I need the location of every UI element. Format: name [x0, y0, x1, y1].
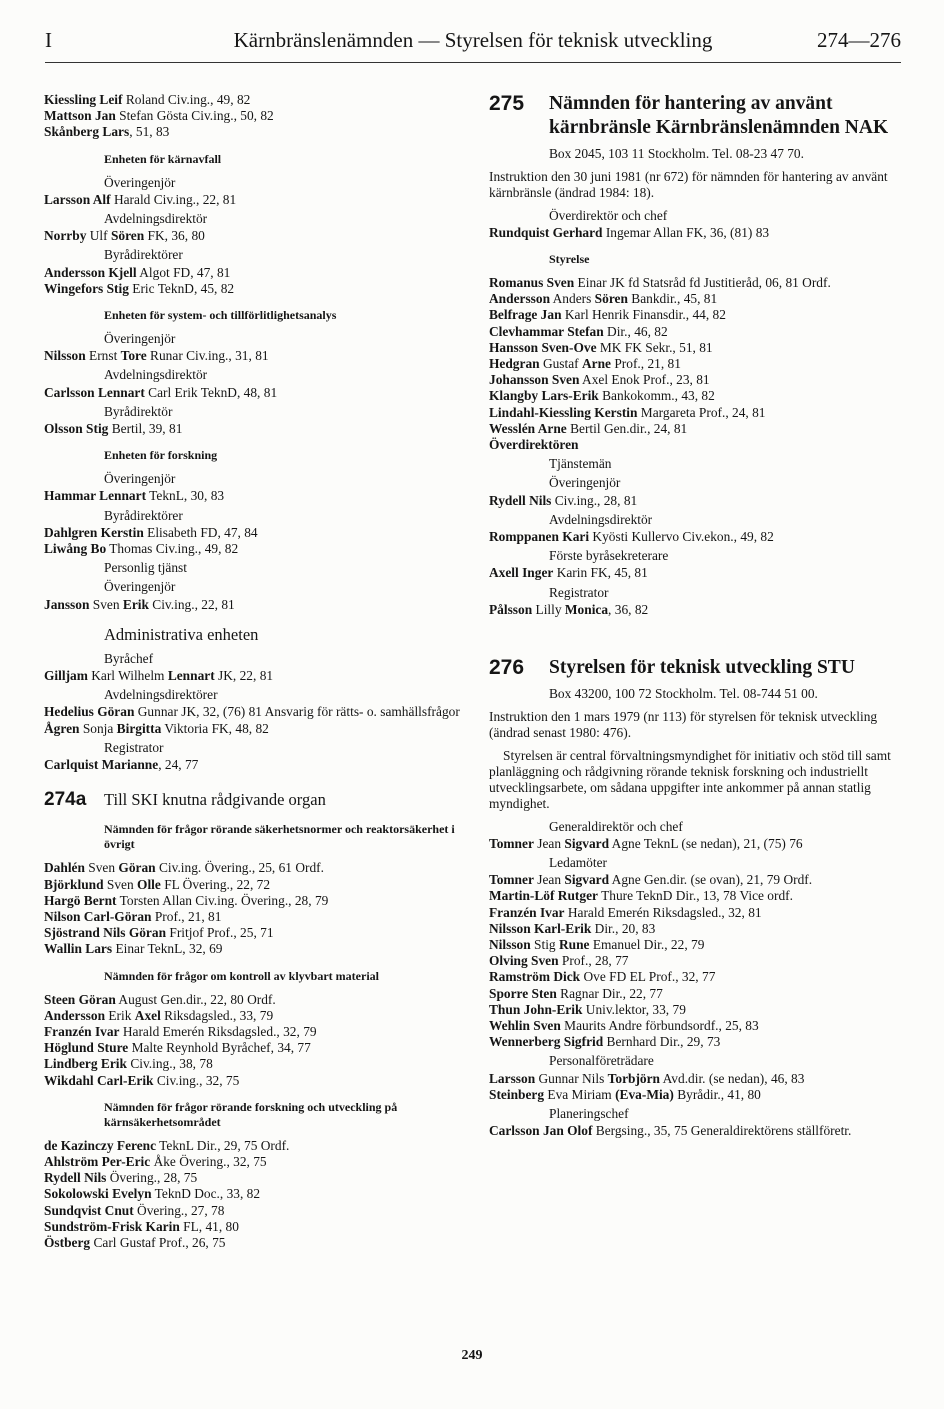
entry-surname: de Kazinczy Ferenc [44, 1137, 157, 1153]
entry-surname: Larsson [489, 1070, 536, 1086]
entry: Lindahl-Kiessling Kerstin Margareta Prof., 24, 81 [489, 404, 766, 420]
entry-surname: Wesslén Arne [489, 420, 567, 436]
entry-surname: Nilson Carl-Göran [44, 908, 152, 924]
entry-surname: Belfrage Jan [489, 307, 562, 323]
section-spacer [489, 618, 903, 656]
section-heading [489, 656, 903, 680]
entry-surname: Romppanen Kari [489, 529, 590, 545]
entry: Nilsson Stig Rune Emanuel Dir., 22, 79 [489, 936, 705, 952]
entry-calling-name: Sören [594, 291, 628, 307]
entry: Andersson Kjell Algot FD, 47, 81 [44, 264, 231, 280]
entry-surname: Steinberg [489, 1086, 545, 1102]
entry: Hedelius Göran Gunnar JK, 32, (76) 81 Ansvarig för rätts- o. samhällsfrågor [44, 704, 460, 720]
header-section-range: 274—276 [817, 28, 901, 52]
role-title: Överingenjör [549, 475, 621, 491]
entry-surname: Steen Göran [44, 991, 116, 1007]
entry-surname: Wennerberg Sigfrid [489, 1034, 604, 1050]
entry-surname: Ramström Dick [489, 969, 581, 985]
entry: Wennerberg Sigfrid Bernhard Dir., 29, 73 [489, 1034, 721, 1050]
section-title: Till SKI knutna rådgivande organ [104, 790, 326, 810]
unit-heading: Enheten för system- och tillförlitlighetsanalys [104, 308, 337, 323]
entry-surname: Sundqvist Cnut [44, 1202, 134, 1218]
entry-calling-name: Erik [122, 596, 149, 612]
entry-surname: Ahlström Per-Eric [44, 1153, 151, 1169]
header-title: Kärnbränslenämnden — Styrelsen för teknisk utveckling [233, 28, 713, 52]
role-title: Byrådirektörer [104, 507, 183, 523]
entry: Sjöstrand Nils Göran Fritjof Prof., 25, 71 [44, 925, 274, 941]
entry: Sporre Sten Ragnar Dir., 22, 77 [489, 985, 663, 1001]
role-title: Överdirektör och chef [549, 207, 668, 223]
role-title: Överingenjör [104, 471, 176, 487]
entry-surname: Carlquist Marianne [44, 757, 159, 773]
entry-surname: Olving Sven [489, 953, 559, 969]
entry: Thun John-Erik Univ.lektor, 33, 79 [489, 1001, 686, 1017]
entry-surname: Sjöstrand Nils Göran [44, 925, 167, 941]
entry-calling-name: Rune [558, 936, 590, 952]
entry-calling-name: Göran [118, 860, 156, 876]
entry-surname: Tomner [489, 835, 534, 851]
entry-surname: Andersson [44, 1007, 106, 1023]
role-title: Överingenjör [104, 331, 176, 347]
header-part-number: I [45, 28, 52, 52]
entry: Nilsson Karl-Erik Dir., 20, 83 [489, 920, 656, 936]
entry: Rundquist Gerhard Ingemar Allan FK, 36, (81) 83 [489, 224, 770, 240]
role-title: Byrådirektör [104, 403, 173, 419]
section-heading [44, 789, 466, 811]
entry: Jansson Sven Erik Civ.ing., 22, 81 [44, 596, 235, 612]
entry-surname: Mattson Jan [44, 108, 116, 124]
role-title: Byrådirektörer [104, 247, 183, 263]
entry-surname: Hammar Lennart [44, 488, 147, 504]
entry: Belfrage Jan Karl Henrik Finansdir., 44, 82 [489, 307, 726, 323]
entry-surname: Höglund Sture [44, 1040, 129, 1056]
entry: Tomner Jean Sigvard Agne Gen.dir. (se ovan), 21, 79 Ordf. [489, 872, 813, 888]
entry: Martin-Löf Rutger Thure TeknD Dir., 13, 78 Vice ordf. [489, 888, 793, 904]
entry-surname: Wallin Lars [44, 941, 113, 957]
entry-surname: Dahlgren Kerstin [44, 524, 144, 540]
section-number: 274a [44, 789, 87, 811]
unit-heading: Nämnden för frågor om kontroll av klyvbart material [104, 968, 379, 983]
entry-surname: Sundström-Frisk Karin [44, 1218, 180, 1234]
entry: Olsson Stig Bertil, 39, 81 [44, 421, 183, 437]
entry-surname: Överdirektören [489, 437, 579, 453]
role-title: Personalföreträdare [549, 1053, 654, 1069]
entry: Nilson Carl-Göran Prof., 21, 81 [44, 908, 222, 924]
entry: Wesslén Arne Bertil Gen.dir., 24, 81 [489, 420, 688, 436]
role-title: Avdelningsdirektör [104, 367, 208, 383]
entry-calling-name: Lennart [167, 668, 215, 684]
entry: Ågren Sonja Birgitta Viktoria FK, 48, 82 [44, 720, 269, 736]
entry: Östberg Carl Gustaf Prof., 26, 75 [44, 1234, 226, 1250]
entry-surname: Östberg [44, 1234, 91, 1250]
entry: Wehlin Sven Maurits Andre förbundsordf., 25, 83 [489, 1017, 759, 1033]
role-title: Överingenjör [104, 174, 176, 190]
instruction-paragraph: Instruktion den 30 juni 1981 (nr 672) för nämnden för hantering av använt kärnbränsle (ändrad 1984: 18). [489, 169, 888, 201]
entry-surname: Hedelius Göran [44, 704, 135, 720]
entry-surname: Kiessling Leif [44, 92, 123, 107]
entry-calling-name: Sigvard [564, 835, 610, 851]
entry: Hedgran Gustaf Arne Prof., 21, 81 [489, 356, 681, 372]
entry: Romanus Sven Einar JK fd Statsråd fd Justitieråd, 06, 81 Ordf. [489, 275, 831, 291]
section-title: Styrelsen för teknisk utveckling STU [549, 657, 855, 679]
page-number: 249 [461, 1348, 483, 1363]
entry: Nilsson Ernst Tore Runar Civ.ing., 31, 81 [44, 348, 269, 364]
role-title: Personlig tjänst [104, 560, 187, 576]
entry-calling-name: (Eva-Mia) [615, 1086, 674, 1102]
entry: Axell Inger Karin FK, 45, 81 [489, 565, 648, 581]
entry: Steinberg Eva Miriam (Eva-Mia) Byrådir., 41, 80 [489, 1086, 761, 1102]
entry-surname: Rydell Nils [44, 1170, 107, 1186]
entry-surname: Olsson Stig [44, 421, 109, 437]
entry: Sundström-Frisk Karin FL, 41, 80 [44, 1218, 239, 1234]
entry-surname: Andersson Kjell [44, 264, 137, 280]
entry-surname: Thun John-Erik [489, 1001, 583, 1017]
entry: Tomner Jean Sigvard Agne TeknL (se nedan), 21, (75) 76 [489, 835, 803, 851]
entry-surname: Sporre Sten [489, 985, 557, 1001]
entry: Skånberg Lars, 51, 83 [44, 124, 170, 140]
unit-heading: Nämnden för frågor rörande säkerhetsnormer och reaktorsäkerhet i övrigt [104, 822, 455, 852]
entry-surname: Romanus Sven [489, 275, 575, 291]
entry: Larsson Gunnar Nils Torbjörn Avd.dir. (se nedan), 46, 83 [489, 1070, 805, 1086]
entry-surname: Wikdahl Carl-Erik [44, 1072, 154, 1088]
entry-surname: Andersson [489, 291, 551, 307]
entry: Rydell Nils Civ.ing., 28, 81 [489, 492, 638, 508]
entry: Sundqvist Cnut Övering., 27, 78 [44, 1202, 225, 1218]
instruction-paragraph: Instruktion den 1 mars 1979 (nr 113) för styrelsen för teknisk utveckling (ändrad senast 1980: 476). [489, 709, 878, 741]
entry: Dahlén Sven Göran Civ.ing. Övering., 25, 61 Ordf. [44, 860, 324, 876]
unit-heading: Nämnden för frågor rörande forskning och utveckling på kärnsäkerhetsområdet [104, 1099, 398, 1129]
left-column [44, 92, 466, 1251]
entry: de Kazinczy Ferenc TeknL Dir., 29, 75 Ordf. [44, 1137, 290, 1153]
entry: Andersson Erik Axel Riksdagsled., 33, 79 [44, 1007, 274, 1023]
role-title: Planeringschef [549, 1105, 629, 1121]
entry [489, 437, 903, 453]
entry: Rydell Nils Övering., 28, 75 [44, 1170, 198, 1186]
entry: Mattson Jan Stefan Gösta Civ.ing., 50, 82 [44, 108, 274, 124]
role-title: Ledamöter [549, 854, 607, 870]
entry-surname: Norrby [44, 228, 87, 244]
entry-calling-name: Axel [134, 1007, 161, 1023]
entry-calling-name: Sigvard [564, 872, 610, 888]
entry: Pålsson Lilly Monica, 36, 82 [489, 601, 649, 617]
entry: Gilljam Karl Wilhelm Lennart JK, 22, 81 [44, 668, 274, 684]
unit-heading: Styrelse [549, 252, 590, 267]
entry-calling-name: Olle [137, 876, 161, 892]
entry-calling-name: Torbjörn [607, 1070, 661, 1086]
entry: Andersson Anders Sören Bankdir., 45, 81 [489, 291, 718, 307]
role-title: Registrator [104, 739, 164, 755]
unit-heading: Enheten för forskning [104, 448, 218, 463]
entry-surname: Rundquist Gerhard [489, 224, 603, 240]
entry: Sokolowski Evelyn TeknD Doc., 33, 82 [44, 1186, 261, 1202]
entry-surname: Skånberg Lars [44, 124, 130, 140]
role-title: Registrator [549, 584, 609, 600]
right-column [489, 92, 903, 1139]
section-title: Nämnden för hantering av använt kärnbränsle Kärnbränslenämnden NAK [549, 93, 889, 138]
entry: Clevhammar Stefan Dir., 46, 82 [489, 323, 668, 339]
entry-surname: Wingefors Stig [44, 280, 129, 296]
entry: Lindberg Erik Civ.ing., 38, 78 [44, 1056, 213, 1072]
entry-surname: Björklund [44, 876, 104, 892]
entry-calling-name: Monica [564, 601, 609, 617]
role-title: Generaldirektör och chef [549, 818, 683, 834]
section-heading [489, 92, 903, 140]
entry: Olving Sven Prof., 28, 77 [489, 953, 629, 969]
entry-surname: Pålsson [489, 601, 533, 617]
role-title: Byråchef [104, 650, 154, 666]
entry-surname: Lindahl-Kiessling Kerstin [489, 404, 638, 420]
entry: Höglund Sture Malte Reynhold Byråchef, 34, 77 [44, 1040, 311, 1056]
entry-surname: Johansson Sven [489, 372, 580, 388]
entry-surname: Larsson Alf [44, 191, 111, 207]
entry: Norrby Ulf Sören FK, 36, 80 [44, 228, 205, 244]
entry-surname: Tomner [489, 872, 534, 888]
entry: Johansson Sven Axel Enok Prof., 23, 81 [489, 372, 710, 388]
entry: Larsson Alf Harald Civ.ing., 22, 81 [44, 191, 237, 207]
entry-surname: Carlsson Lennart [44, 384, 145, 400]
entry-surname: Axell Inger [489, 565, 554, 581]
entry-surname: Nilsson [489, 936, 531, 952]
entry-surname: Carlsson Jan Olof [489, 1123, 593, 1139]
address-line: Box 43200, 100 72 Stockholm. Tel. 08-744 51 00. [549, 686, 818, 702]
entry-surname: Franzén Ivar [44, 1023, 120, 1039]
entry: Carlsson Jan Olof Bergsing., 35, 75 Generaldirektörens ställföretr. [489, 1123, 852, 1139]
unit-heading: Enheten för kärnavfall [104, 151, 222, 166]
entry: Carlsson Lennart Carl Erik TeknD, 48, 81 [44, 384, 278, 400]
role-title: Överingenjör [104, 579, 176, 595]
entry-surname: Wehlin Sven [489, 1017, 561, 1033]
entry-surname: Ågren [44, 720, 80, 736]
address-line: Box 2045, 103 11 Stockholm. Tel. 08-23 47 70. [549, 146, 804, 161]
entry: Hammar Lennart TeknL, 30, 83 [44, 488, 225, 504]
entry-surname: Franzén Ivar [489, 904, 565, 920]
entry-surname: Nilsson [44, 348, 86, 364]
entry-surname: Clevhammar Stefan [489, 323, 604, 339]
entry-surname: Lindberg Erik [44, 1056, 127, 1072]
entry-surname: Nilsson Karl-Erik [489, 920, 592, 936]
role-title: Tjänstemän [549, 456, 612, 472]
role-title: Avdelningsdirektör [549, 511, 653, 527]
entry: Wallin Lars Einar TeknL, 32, 69 [44, 941, 223, 957]
instruction-paragraph: Styrelsen är central förvaltningsmyndighet för initiativ och stöd till samt planläggning och rådgivning rörande teknisk forskning och industriellt utvecklingsarbete, om sådana uppgifter inte ankommer på annan statlig myndighet. [489, 747, 891, 812]
entry: Ahlström Per-Eric Åke Övering., 32, 75 [44, 1153, 267, 1169]
entry: Steen Göran August Gen.dir., 22, 80 Ordf. [44, 991, 276, 1007]
section-number: 275 [489, 92, 525, 115]
running-header [45, 28, 901, 56]
entry: Dahlgren Kerstin Elisabeth FD, 47, 84 [44, 524, 258, 540]
entry-surname: Martin-Löf Rutger [489, 888, 598, 904]
entry: Wikdahl Carl-Erik Civ.ing., 32, 75 [44, 1072, 240, 1088]
entry-calling-name: Birgitta [116, 720, 162, 736]
entry-calling-name: Tore [120, 348, 147, 364]
header-rule [45, 62, 901, 63]
entry-surname: Gilljam [44, 668, 88, 684]
entry-surname: Rydell Nils [489, 492, 552, 508]
entry: Franzén Ivar Harald Emerén Riksdagsled., 32, 81 [489, 904, 762, 920]
entry: Romppanen Kari Kyösti Kullervo Civ.ekon., 49, 82 [489, 529, 774, 545]
entry-calling-name: Arne [582, 356, 612, 372]
unit-heading-large: Administrativa enheten [104, 624, 259, 644]
section-number: 276 [489, 656, 525, 680]
entry-surname: Dahlén [44, 860, 85, 876]
entry: Hansson Sven-Ove MK FK Sekr., 51, 81 [489, 339, 713, 355]
entry: Klangby Lars-Erik Bankokomm., 43, 82 [489, 388, 715, 404]
entry: Hargö Bernt Torsten Allan Civ.ing. Övering., 28, 79 [44, 892, 329, 908]
entry: Ramström Dick Ove FD EL Prof., 32, 77 [489, 969, 716, 985]
role-title: Avdelningsdirektör [104, 211, 208, 227]
entry: Kiessling Leif Roland Civ.ing., 49, 82 [44, 92, 251, 107]
entry: Franzén Ivar Harald Emerén Riksdagsled., 32, 79 [44, 1023, 317, 1039]
entry-surname: Jansson [44, 596, 90, 612]
entry: Liwång Bo Thomas Civ.ing., 49, 82 [44, 541, 239, 557]
entry-surname: Sokolowski Evelyn [44, 1186, 152, 1202]
entry-surname: Klangby Lars-Erik [489, 388, 599, 404]
entry-surname: Hansson Sven-Ove [489, 339, 597, 355]
entry-surname: Hedgran [489, 356, 540, 372]
entry-surname: Hargö Bernt [44, 892, 117, 908]
role-title: Förste byråsekreterare [549, 548, 669, 564]
entry: Wingefors Stig Eric TeknD, 45, 82 [44, 280, 235, 296]
entry-calling-name: Sören [110, 228, 145, 244]
role-title: Avdelningsdirektörer [104, 687, 218, 703]
entry: Björklund Sven Olle FL Övering., 22, 72 [44, 876, 271, 892]
entry-surname: Liwång Bo [44, 541, 107, 557]
entry: Carlquist Marianne, 24, 77 [44, 757, 199, 773]
